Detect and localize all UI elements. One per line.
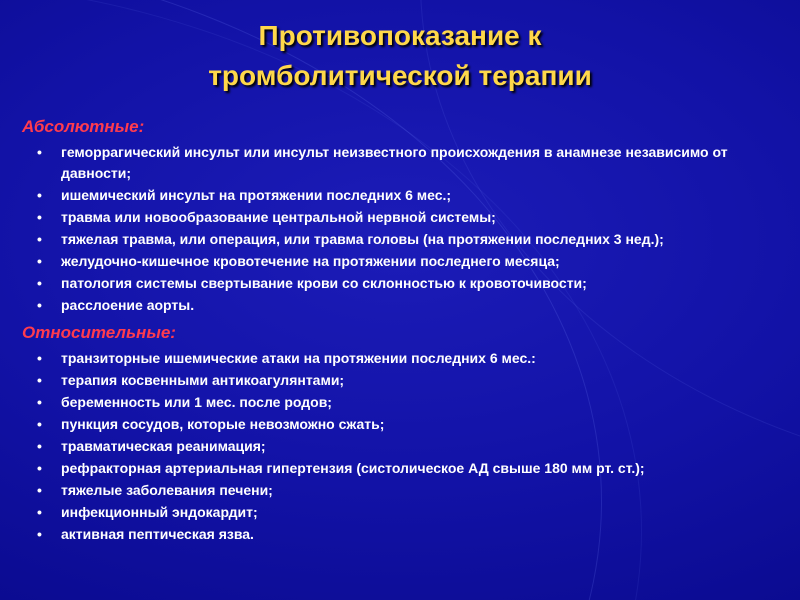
list-item xyxy=(22,142,792,183)
list-item xyxy=(22,458,792,479)
bullet-icon: • xyxy=(37,394,42,410)
bullet-icon: • xyxy=(37,526,42,542)
list-item-text: рефракторная артериальная гипертензия (систолическое АД свыше 180 мм рт. ст.); xyxy=(61,460,645,476)
list-item xyxy=(22,295,792,316)
relative-contraindications-list xyxy=(22,348,792,545)
slide-title-line-1: Противопоказание к xyxy=(258,20,542,51)
slide-title-line-2: тромболитической терапии xyxy=(208,60,592,91)
relative-contraindications-heading: Относительные: xyxy=(22,323,176,342)
bullet-icon: • xyxy=(37,504,42,520)
list-item xyxy=(22,273,792,294)
list-item-text: ишемический инсульт на протяжении последних 6 мес.; xyxy=(61,186,452,203)
absolute-contraindications-list xyxy=(22,142,792,315)
absolute-contraindications-heading: Абсолютные: xyxy=(22,117,145,136)
list-item xyxy=(22,229,792,250)
bullet-icon: • xyxy=(37,438,42,454)
list-item xyxy=(22,207,792,228)
bullet-icon: • xyxy=(37,350,42,366)
slide-title xyxy=(0,16,800,96)
list-item xyxy=(22,436,792,457)
list-item-text: активная пептическая язва. xyxy=(61,526,254,542)
bullet-icon: • xyxy=(37,372,42,388)
list-item-text: терапия косвенными антикоагулянтами; xyxy=(61,372,345,388)
list-item-text: геморрагический инсульт или инсульт неизвестного происхождения в анамнезе независимо от давности; xyxy=(61,144,728,181)
bullet-icon: • xyxy=(37,208,42,225)
bullet-icon: • xyxy=(37,230,42,247)
list-item-text: расслоение аорты. xyxy=(61,296,195,313)
list-item xyxy=(22,370,792,391)
list-item-text: инфекционный эндокардит; xyxy=(61,504,258,520)
bullet-icon: • xyxy=(37,144,42,160)
list-item xyxy=(22,392,792,413)
bullet-icon: • xyxy=(37,482,42,498)
list-item xyxy=(22,251,792,272)
bullet-icon: • xyxy=(37,274,42,291)
list-item xyxy=(22,348,792,369)
list-item-text: тяжелая травма, или операция, или травма головы (на протяжении последних 3 нед.); xyxy=(61,230,664,247)
slide-content xyxy=(22,116,792,546)
list-item-text: травматическая реанимация; xyxy=(61,438,266,454)
bullet-icon: • xyxy=(37,252,42,269)
list-item-text: патология системы свертывание крови со склонностью к кровоточивости; xyxy=(61,274,587,291)
bullet-icon: • xyxy=(37,460,42,476)
list-item xyxy=(22,502,792,523)
list-item-text: пункция сосудов, которые невозможно сжать; xyxy=(61,416,385,432)
list-item-text: беременность или 1 мес. после родов; xyxy=(61,394,332,410)
list-item xyxy=(22,414,792,435)
list-item-text: тяжелые заболевания печени; xyxy=(61,482,273,498)
list-item xyxy=(22,185,792,206)
bullet-icon: • xyxy=(37,416,42,432)
list-item-text: травма или новообразование центральной нервной системы; xyxy=(61,208,496,225)
bullet-icon: • xyxy=(37,186,42,203)
list-item-text: транзиторные ишемические атаки на протяжении последних 6 мес.: xyxy=(61,350,536,366)
list-item xyxy=(22,524,792,545)
list-item xyxy=(22,480,792,501)
list-item-text: желудочно-кишечное кровотечение на протяжении последнего месяца; xyxy=(61,252,560,269)
bullet-icon: • xyxy=(37,296,42,313)
